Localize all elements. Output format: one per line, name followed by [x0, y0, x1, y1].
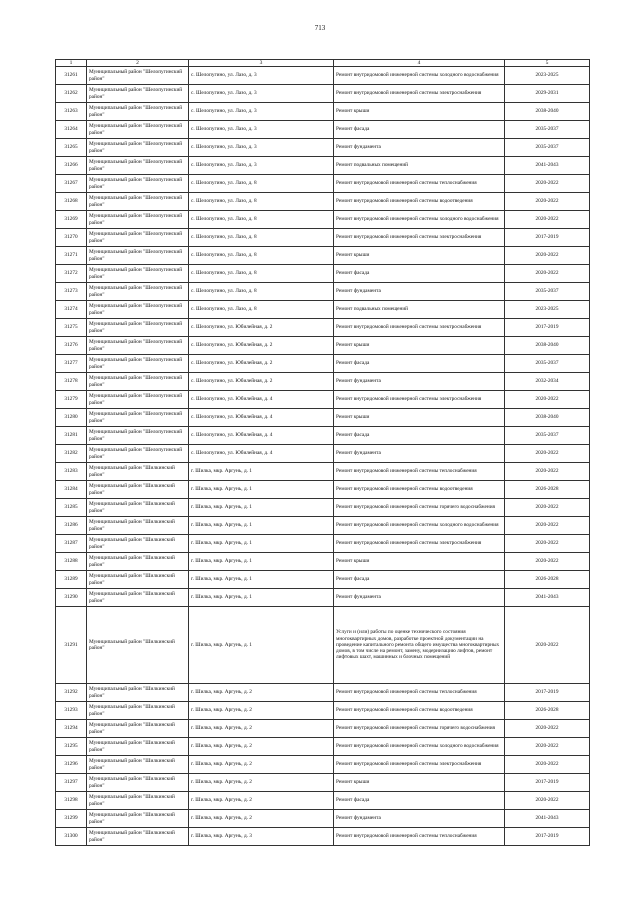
row-number-cell: 31291 [56, 607, 87, 684]
row-number-cell: 31293 [56, 702, 87, 720]
row-number-cell: 31267 [56, 175, 87, 193]
years-cell: 2020-2022 [505, 175, 590, 193]
district-cell: Муниципальный район "Шилкинский район" [87, 702, 189, 720]
row-number-cell: 31271 [56, 247, 87, 265]
work-type-cell: Ремонт фасада [334, 121, 505, 139]
table-row [56, 774, 590, 792]
address-cell: г. Шилка, мкр. Аргунь, д. 2 [189, 684, 334, 702]
work-type-cell: Ремонт подвальных помещений [334, 157, 505, 175]
table-body [56, 67, 590, 846]
row-number-cell: 31278 [56, 373, 87, 391]
table-row [56, 499, 590, 517]
table-row [56, 589, 590, 607]
row-number-cell: 31270 [56, 229, 87, 247]
row-number-cell: 31276 [56, 337, 87, 355]
work-type-cell: Ремонт крыши [334, 103, 505, 121]
address-cell: с. Шелопугино, ул. Юбилейная, д. 2 [189, 319, 334, 337]
years-cell: 2020-2022 [505, 211, 590, 229]
table-row [56, 193, 590, 211]
district-cell: Муниципальный район "Шилкинский район" [87, 720, 189, 738]
years-cell: 2029-2031 [505, 85, 590, 103]
work-type-cell: Ремонт подвальных помещений [334, 301, 505, 319]
table-row [56, 553, 590, 571]
table-row [56, 319, 590, 337]
district-cell: Муниципальный район "Шелопугинский район" [87, 211, 189, 229]
work-type-cell: Ремонт крыши [334, 409, 505, 427]
row-number-cell: 31286 [56, 517, 87, 535]
years-cell: 2020-2022 [505, 553, 590, 571]
district-cell: Муниципальный район "Шелопугинский район" [87, 139, 189, 157]
years-cell: 2038-2040 [505, 103, 590, 121]
years-cell: 2017-2019 [505, 319, 590, 337]
work-type-cell: Ремонт фасада [334, 427, 505, 445]
years-cell: 2020-2022 [505, 463, 590, 481]
table-row [56, 427, 590, 445]
years-cell: 2020-2022 [505, 738, 590, 756]
header-col-5: 5 [505, 60, 590, 67]
years-cell: 2020-2022 [505, 792, 590, 810]
row-number-cell: 31269 [56, 211, 87, 229]
work-type-cell: Ремонт внутридомовой инженерной системы холодного водоснабжения [334, 517, 505, 535]
district-cell: Муниципальный район "Шилкинский район" [87, 517, 189, 535]
address-cell: с. Шелопугино, ул. Лазо, д. 3 [189, 139, 334, 157]
years-cell: 2020-2022 [505, 607, 590, 684]
row-number-cell: 31295 [56, 738, 87, 756]
table-row [56, 103, 590, 121]
years-cell: 2020-2022 [505, 391, 590, 409]
years-cell: 2017-2019 [505, 684, 590, 702]
row-number-cell: 31275 [56, 319, 87, 337]
row-number-cell: 31290 [56, 589, 87, 607]
address-cell: г. Шилка, мкр. Аргунь, д. 2 [189, 774, 334, 792]
district-cell: Муниципальный район "Шелопугинский район" [87, 193, 189, 211]
table-row [56, 265, 590, 283]
row-number-cell: 31297 [56, 774, 87, 792]
district-cell: Муниципальный район "Шилкинский район" [87, 463, 189, 481]
address-cell: с. Шелопугино, ул. Юбилейная, д. 2 [189, 373, 334, 391]
address-cell: с. Шелопугино, ул. Юбилейная, д. 2 [189, 355, 334, 373]
address-cell: г. Шилка, мкр. Аргунь, д. 1 [189, 571, 334, 589]
table-row [56, 175, 590, 193]
district-cell: Муниципальный район "Шелопугинский район" [87, 409, 189, 427]
table-row [56, 517, 590, 535]
district-cell: Муниципальный район "Шилкинский район" [87, 828, 189, 846]
row-number-cell: 31300 [56, 828, 87, 846]
row-number-cell: 31283 [56, 463, 87, 481]
district-cell: Муниципальный район "Шилкинский район" [87, 535, 189, 553]
district-cell: Муниципальный район "Шелопугинский район" [87, 355, 189, 373]
table-row [56, 607, 590, 684]
work-type-cell: Ремонт фасада [334, 355, 505, 373]
work-type-cell: Ремонт внутридомовой инженерной системы теплоснабжения [334, 175, 505, 193]
row-number-cell: 31272 [56, 265, 87, 283]
header-col-2: 2 [87, 60, 189, 67]
table-row [56, 445, 590, 463]
row-number-cell: 31264 [56, 121, 87, 139]
address-cell: г. Шилка, мкр. Аргунь, д. 1 [189, 481, 334, 499]
years-cell: 2041-2043 [505, 589, 590, 607]
row-number-cell: 31273 [56, 283, 87, 301]
district-cell: Муниципальный район "Шилкинский район" [87, 571, 189, 589]
district-cell: Муниципальный район "Шилкинский район" [87, 553, 189, 571]
table-row [56, 67, 590, 85]
years-cell: 2035-2037 [505, 139, 590, 157]
district-cell: Муниципальный район "Шилкинский район" [87, 684, 189, 702]
table-row [56, 157, 590, 175]
address-cell: г. Шилка, мкр. Аргунь, д. 2 [189, 702, 334, 720]
district-cell: Муниципальный район "Шелопугинский район" [87, 103, 189, 121]
work-type-cell: Ремонт внутридомовой инженерной системы водоотведения [334, 481, 505, 499]
work-type-cell: Ремонт внутридомовой инженерной системы электроснабжения [334, 535, 505, 553]
years-cell: 2020-2022 [505, 265, 590, 283]
work-type-cell: Ремонт внутридомовой инженерной системы электроснабжения [334, 756, 505, 774]
years-cell: 2041-2043 [505, 810, 590, 828]
address-cell: г. Шилка, мкр. Аргунь, д. 3 [189, 828, 334, 846]
years-cell: 2023-2025 [505, 301, 590, 319]
district-cell: Муниципальный район "Шелопугинский район" [87, 121, 189, 139]
years-cell: 2020-2022 [505, 720, 590, 738]
work-type-cell: Ремонт фасада [334, 265, 505, 283]
work-type-cell: Ремонт внутридомовой инженерной системы водоотведения [334, 702, 505, 720]
address-cell: г. Шилка, мкр. Аргунь, д. 1 [189, 535, 334, 553]
years-cell: 2038-2040 [505, 337, 590, 355]
table-row [56, 792, 590, 810]
district-cell: Муниципальный район "Шелопугинский район" [87, 85, 189, 103]
address-cell: г. Шилка, мкр. Аргунь, д. 1 [189, 463, 334, 481]
table-row [56, 139, 590, 157]
work-type-cell: Ремонт фасада [334, 571, 505, 589]
work-type-cell: Ремонт внутридомовой инженерной системы электроснабжения [334, 319, 505, 337]
table-row [56, 391, 590, 409]
row-number-cell: 31266 [56, 157, 87, 175]
row-number-cell: 31279 [56, 391, 87, 409]
years-cell: 2026-2028 [505, 571, 590, 589]
work-type-cell: Услуги и (или) работы по оценке технического состояния многоквартирных домов, разработке проектной документации на проведение капитального ремонта общего имущества многоквартирных домов, в том числе на ремонт, замену, модернизацию лифтов, ремонт лифтовых шахт, машинных и блочных помещений [334, 607, 505, 684]
row-number-cell: 31289 [56, 571, 87, 589]
work-type-cell: Ремонт крыши [334, 774, 505, 792]
work-type-cell: Ремонт внутридомовой инженерной системы горячего водоснабжения [334, 720, 505, 738]
years-cell: 2035-2037 [505, 427, 590, 445]
address-cell: с. Шелопугино, ул. Лазо, д. 3 [189, 121, 334, 139]
years-cell: 2020-2022 [505, 445, 590, 463]
years-cell: 2032-2034 [505, 373, 590, 391]
address-cell: г. Шилка, мкр. Аргунь, д. 2 [189, 738, 334, 756]
row-number-cell: 31263 [56, 103, 87, 121]
row-number-cell: 31285 [56, 499, 87, 517]
address-cell: г. Шилка, мкр. Аргунь, д. 2 [189, 756, 334, 774]
work-type-cell: Ремонт внутридомовой инженерной системы водоотведения [334, 193, 505, 211]
address-cell: с. Шелопугино, ул. Лазо, д. 3 [189, 157, 334, 175]
address-cell: с. Шелопугино, ул. Лазо, д. 8 [189, 247, 334, 265]
district-cell: Муниципальный район "Шилкинский район" [87, 774, 189, 792]
row-number-cell: 31292 [56, 684, 87, 702]
district-cell: Муниципальный район "Шелопугинский район" [87, 175, 189, 193]
district-cell: Муниципальный район "Шилкинский район" [87, 756, 189, 774]
table-row [56, 229, 590, 247]
work-type-cell: Ремонт внутридомовой инженерной системы холодного водоснабжения [334, 738, 505, 756]
district-cell: Муниципальный район "Шилкинский район" [87, 499, 189, 517]
table-row [56, 121, 590, 139]
district-cell: Муниципальный район "Шилкинский район" [87, 810, 189, 828]
row-number-cell: 31298 [56, 792, 87, 810]
district-cell: Муниципальный район "Шилкинский район" [87, 481, 189, 499]
years-cell: 2041-2043 [505, 157, 590, 175]
table-row [56, 738, 590, 756]
table-row [56, 535, 590, 553]
address-cell: г. Шилка, мкр. Аргунь, д. 1 [189, 607, 334, 684]
table-row [56, 810, 590, 828]
work-type-cell: Ремонт фундамента [334, 283, 505, 301]
header-col-3: 3 [189, 60, 334, 67]
district-cell: Муниципальный район "Шелопугинский район" [87, 283, 189, 301]
address-cell: с. Шелопугино, ул. Лазо, д. 8 [189, 265, 334, 283]
district-cell: Муниципальный район "Шелопугинский район" [87, 247, 189, 265]
address-cell: с. Шелопугино, ул. Лазо, д. 8 [189, 193, 334, 211]
table-row [56, 85, 590, 103]
row-number-cell: 31274 [56, 301, 87, 319]
address-cell: с. Шелопугино, ул. Лазо, д. 3 [189, 85, 334, 103]
table-row [56, 247, 590, 265]
row-number-cell: 31284 [56, 481, 87, 499]
table-row [56, 702, 590, 720]
years-cell: 2038-2040 [505, 409, 590, 427]
district-cell: Муниципальный район "Шелопугинский район" [87, 229, 189, 247]
table-row [56, 756, 590, 774]
years-cell: 2023-2025 [505, 67, 590, 85]
address-cell: г. Шилка, мкр. Аргунь, д. 1 [189, 553, 334, 571]
address-cell: г. Шилка, мкр. Аргунь, д. 2 [189, 810, 334, 828]
row-number-cell: 31288 [56, 553, 87, 571]
repair-schedule-table [55, 59, 590, 846]
address-cell: с. Шелопугино, ул. Лазо, д. 8 [189, 229, 334, 247]
district-cell: Муниципальный район "Шелопугинский район" [87, 301, 189, 319]
row-number-cell: 31282 [56, 445, 87, 463]
years-cell: 2035-2037 [505, 283, 590, 301]
table-row [56, 301, 590, 319]
address-cell: с. Шелопугино, ул. Юбилейная, д. 4 [189, 409, 334, 427]
table-row [56, 684, 590, 702]
district-cell: Муниципальный район "Шелопугинский район" [87, 319, 189, 337]
district-cell: Муниципальный район "Шелопугинский район" [87, 265, 189, 283]
address-cell: с. Шелопугино, ул. Лазо, д. 8 [189, 211, 334, 229]
district-cell: Муниципальный район "Шилкинский район" [87, 738, 189, 756]
table-row [56, 463, 590, 481]
row-number-cell: 31265 [56, 139, 87, 157]
years-cell: 2020-2022 [505, 499, 590, 517]
table-row [56, 828, 590, 846]
row-number-cell: 31287 [56, 535, 87, 553]
address-cell: с. Шелопугино, ул. Юбилейная, д. 4 [189, 427, 334, 445]
years-cell: 2017-2019 [505, 774, 590, 792]
work-type-cell: Ремонт внутридомовой инженерной системы теплоснабжения [334, 684, 505, 702]
table-row [56, 337, 590, 355]
years-cell: 2026-2028 [505, 702, 590, 720]
row-number-cell: 31277 [56, 355, 87, 373]
years-cell: 2026-2028 [505, 481, 590, 499]
table-row [56, 355, 590, 373]
work-type-cell: Ремонт фундамента [334, 373, 505, 391]
work-type-cell: Ремонт внутридомовой инженерной системы холодного водоснабжения [334, 211, 505, 229]
row-number-cell: 31281 [56, 427, 87, 445]
years-cell: 2017-2019 [505, 828, 590, 846]
row-number-cell: 31261 [56, 67, 87, 85]
table-row [56, 571, 590, 589]
address-cell: г. Шилка, мкр. Аргунь, д. 2 [189, 792, 334, 810]
table-row [56, 481, 590, 499]
header-col-1: 1 [56, 60, 87, 67]
work-type-cell: Ремонт внутридомовой инженерной системы горячего водоснабжения [334, 499, 505, 517]
work-type-cell: Ремонт фасада [334, 792, 505, 810]
work-type-cell: Ремонт внутридомовой инженерной системы электроснабжения [334, 391, 505, 409]
row-number-cell: 31268 [56, 193, 87, 211]
work-type-cell: Ремонт крыши [334, 337, 505, 355]
table-row [56, 409, 590, 427]
row-number-cell: 31296 [56, 756, 87, 774]
work-type-cell: Ремонт крыши [334, 553, 505, 571]
table-row [56, 211, 590, 229]
work-type-cell: Ремонт внутридомовой инженерной системы электроснабжения [334, 85, 505, 103]
district-cell: Муниципальный район "Шелопугинский район" [87, 445, 189, 463]
years-cell: 2020-2022 [505, 756, 590, 774]
work-type-cell: Ремонт крыши [334, 247, 505, 265]
work-type-cell: Ремонт фундамента [334, 445, 505, 463]
row-number-cell: 31280 [56, 409, 87, 427]
row-number-cell: 31262 [56, 85, 87, 103]
years-cell: 2020-2022 [505, 247, 590, 265]
row-number-cell: 31294 [56, 720, 87, 738]
address-cell: с. Шелопугино, ул. Юбилейная, д. 4 [189, 445, 334, 463]
page-number: 713 [314, 24, 326, 32]
work-type-cell: Ремонт внутридомовой инженерной системы холодного водоснабжения [334, 67, 505, 85]
table-row [56, 373, 590, 391]
work-type-cell: Ремонт внутридомовой инженерной системы теплоснабжения [334, 828, 505, 846]
address-cell: г. Шилка, мкр. Аргунь, д. 1 [189, 499, 334, 517]
work-type-cell: Ремонт фундамента [334, 810, 505, 828]
district-cell: Муниципальный район "Шелопугинский район" [87, 337, 189, 355]
district-cell: Муниципальный район "Шелопугинский район" [87, 67, 189, 85]
years-cell: 2035-2037 [505, 121, 590, 139]
years-cell: 2020-2022 [505, 517, 590, 535]
years-cell: 2017-2019 [505, 229, 590, 247]
table-row [56, 720, 590, 738]
header-col-4: 4 [334, 60, 505, 67]
work-type-cell: Ремонт внутридомовой инженерной системы электроснабжения [334, 229, 505, 247]
address-cell: с. Шелопугино, ул. Лазо, д. 8 [189, 175, 334, 193]
work-type-cell: Ремонт фундамента [334, 139, 505, 157]
years-cell: 2020-2022 [505, 535, 590, 553]
address-cell: с. Шелопугино, ул. Юбилейная, д. 4 [189, 391, 334, 409]
address-cell: г. Шилка, мкр. Аргунь, д. 1 [189, 589, 334, 607]
row-number-cell: 31299 [56, 810, 87, 828]
table-row [56, 283, 590, 301]
work-type-cell: Ремонт внутридомовой инженерной системы теплоснабжения [334, 463, 505, 481]
district-cell: Муниципальный район "Шелопугинский район" [87, 157, 189, 175]
address-cell: с. Шелопугино, ул. Лазо, д. 3 [189, 103, 334, 121]
district-cell: Муниципальный район "Шилкинский район" [87, 607, 189, 684]
district-cell: Муниципальный район "Шилкинский район" [87, 589, 189, 607]
address-cell: с. Шелопугино, ул. Лазо, д. 3 [189, 67, 334, 85]
district-cell: Муниципальный район "Шилкинский район" [87, 792, 189, 810]
years-cell: 2020-2022 [505, 193, 590, 211]
address-cell: г. Шилка, мкр. Аргунь, д. 2 [189, 720, 334, 738]
district-cell: Муниципальный район "Шелопугинский район" [87, 391, 189, 409]
header-row [56, 60, 590, 67]
district-cell: Муниципальный район "Шелопугинский район" [87, 373, 189, 391]
address-cell: с. Шелопугино, ул. Лазо, д. 8 [189, 301, 334, 319]
district-cell: Муниципальный район "Шелопугинский район" [87, 427, 189, 445]
years-cell: 2035-2037 [505, 355, 590, 373]
address-cell: г. Шилка, мкр. Аргунь, д. 1 [189, 517, 334, 535]
work-type-cell: Ремонт фундамента [334, 589, 505, 607]
address-cell: с. Шелопугино, ул. Лазо, д. 8 [189, 283, 334, 301]
address-cell: с. Шелопугино, ул. Юбилейная, д. 2 [189, 337, 334, 355]
